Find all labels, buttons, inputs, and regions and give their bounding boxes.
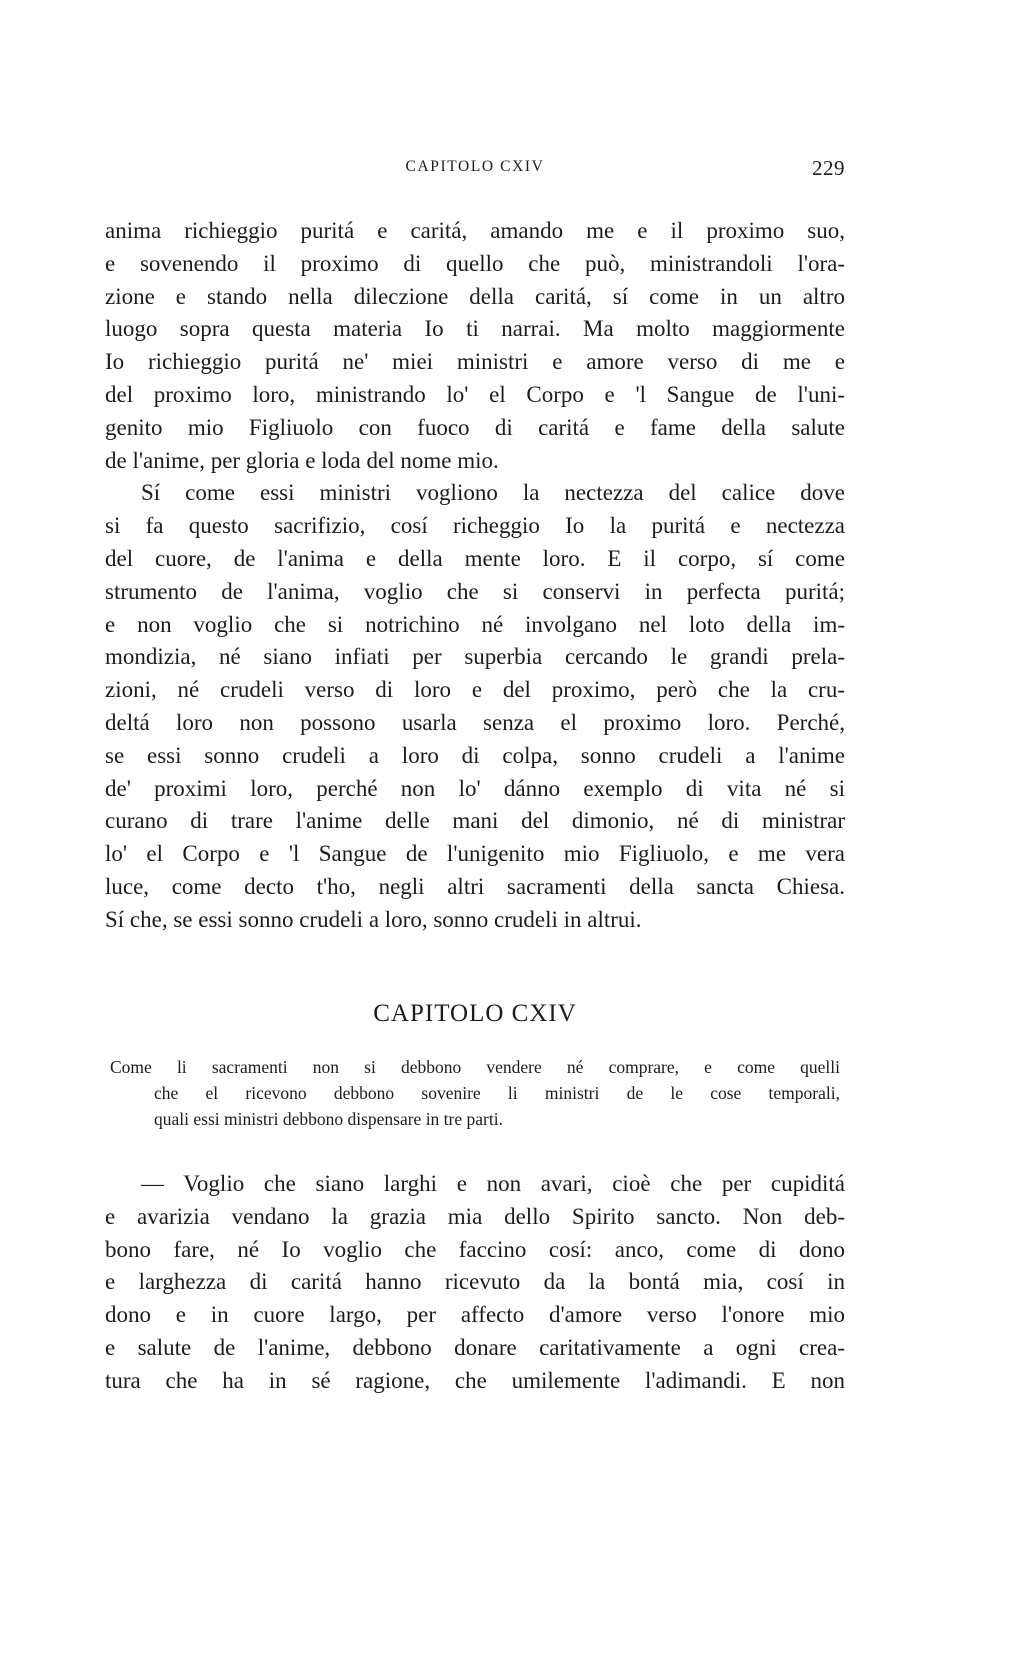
running-head — [105, 158, 845, 186]
body-text-top — [105, 215, 845, 937]
text-line: e sovenendo il proximo di quello che può, ministrandoli l'ora- — [105, 250, 845, 276]
text-line: anima richieggio puritá e caritá, amando me e il proximo suo, — [105, 218, 845, 243]
text-line: tura che ha in sé ragione, che umilemente l'adimandi. E non — [105, 1367, 845, 1393]
text-line: dono e in cuore largo, per affecto d'amore verso l'onore mio — [105, 1302, 845, 1328]
text-line: zione e stando nella dileczione della caritá, sí come in un altro — [105, 283, 845, 309]
text-line: Sí che, se essi sonno crudeli a loro, sonno crudeli in altrui. — [105, 906, 642, 932]
text-line: genito mio Figliuolo con fuoco di caritá e fame della salute — [105, 414, 845, 440]
text-line: del proximo loro, ministrando lo' el Corpo e 'l Sangue de l'uni- — [105, 381, 845, 407]
text-line: del cuore, de l'anima e della mente loro. E il corpo, sí come — [105, 545, 845, 571]
text-line: deltá loro non possono usarla senza el proximo loro. Perché, — [105, 709, 845, 735]
text-line: luce, come decto t'ho, negli altri sacramenti della sancta Chiesa. — [105, 873, 845, 899]
text-line: zioni, né crudeli verso di loro e del proximo, però che la cru- — [105, 677, 845, 703]
summary-line: che el ricevono debbono sovenire li ministri de le cose temporali, — [154, 1083, 840, 1103]
text-line: de' proximi loro, perché non lo' dánno exemplo di vita né si — [105, 775, 845, 801]
text-line: e salute de l'anime, debbono donare caritativamente a ogni crea- — [105, 1334, 845, 1360]
text-line: — Voglio che siano larghi e non avari, cioè che per cupiditá — [141, 1171, 845, 1196]
text-line: e non voglio che si notrichino né involgano nel loto della im- — [105, 611, 845, 637]
text-line: si fa questo sacrifizio, cosí richeggio Io la puritá e nectezza — [105, 513, 845, 539]
text-line: e avarizia vendano la grazia mia dello Spirito sancto. Non deb- — [105, 1203, 845, 1229]
text-line: Io richieggio puritá ne' miei ministri e amore verso di me e — [105, 349, 845, 375]
chapter-summary — [110, 1054, 840, 1132]
text-line: bono fare, né Io voglio che faccino cosí: anco, come di dono — [105, 1236, 845, 1262]
text-line: luogo sopra questa materia Io ti narrai. Ma molto maggiormente — [105, 316, 845, 342]
text-line: de l'anime, per gloria e loda del nome mio. — [105, 447, 499, 473]
text-line: Sí come essi ministri vogliono la nectezza del calice dove — [141, 480, 845, 506]
page-number: 229 — [812, 156, 845, 180]
text-line: curano di trare l'anime delle mani del dimonio, né di ministrar — [105, 808, 845, 834]
text-line: e larghezza di caritá hanno ricevuto da la bontá mia, cosí in — [105, 1269, 845, 1295]
text-line: mondizia, né siano infiati per superbia cercando le grandi prela- — [105, 644, 845, 670]
chapter-heading: CAPITOLO CXIV — [373, 1000, 577, 1027]
summary-line: quali essi ministri debbono dispensare in tre parti. — [154, 1109, 503, 1129]
running-title: CAPITOLO CXIV — [405, 158, 545, 175]
text-line: strumento de l'anima, voglio che si conservi in perfecta puritá; — [105, 578, 845, 604]
text-line: lo' el Corpo e 'l Sangue de l'unigenito mio Figliuolo, e me vera — [105, 841, 845, 867]
body-text-bottom — [105, 1168, 845, 1398]
summary-line: Come li sacramenti non si debbono vendere né comprare, e come quelli — [110, 1057, 840, 1077]
text-line: se essi sonno crudeli a loro di colpa, sonno crudeli a l'anime — [105, 742, 845, 768]
